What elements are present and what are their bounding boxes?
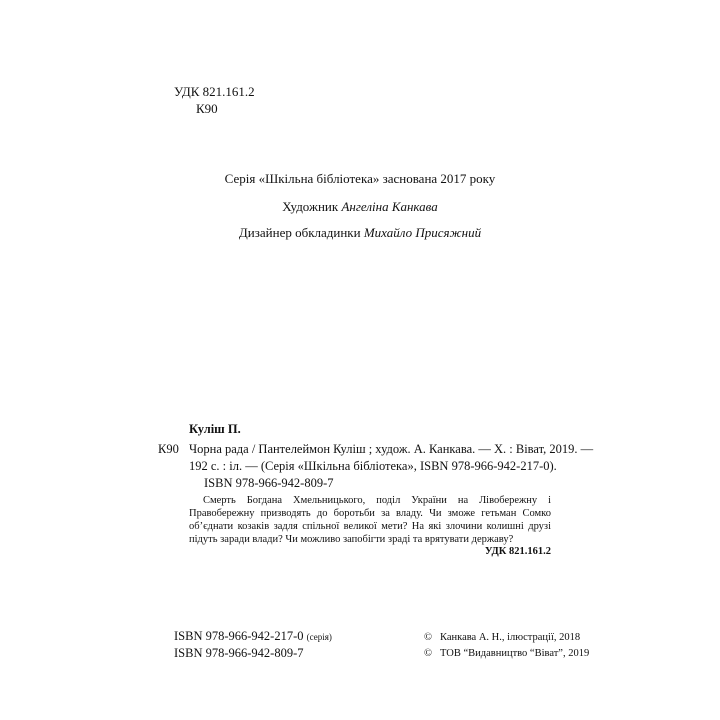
copyright-symbol: © <box>424 632 432 643</box>
copyright-publisher <box>424 646 589 662</box>
isbn-book-row <box>174 645 332 661</box>
udk-classification-block <box>174 83 255 117</box>
udk-code: УДК 821.161.2 <box>174 84 255 99</box>
isbn-series-row <box>174 628 332 645</box>
cover-designer-name: Михайло Присяжний <box>363 225 482 240</box>
isbn-series-value: ISBN 978-966-942-217-0 <box>174 629 304 643</box>
illustrator-label: Художник <box>282 199 339 214</box>
cover-designer-label: Дизайнер обкладинки <box>238 225 361 240</box>
annotation-text: Смерть Богдана Хмельницького, поділ України на Лівобережну і Правобережну призводять до боротьби за владу. Чи зможе гетьман Сомко об’єднати козаків задля спільної великої мети? На які злочини колишні друзі підуть заради влади? Чи можливо запобігти зраді та врятувати державу? <box>189 495 551 545</box>
copyright-list <box>424 630 589 662</box>
cover-designer-line <box>0 225 720 241</box>
isbn-list <box>174 628 332 661</box>
illustrator-name: Ангеліна Канкава <box>341 199 438 214</box>
series-line: Серія «Шкільна бібліотека» заснована 2017 року <box>224 171 496 186</box>
copyright-publisher-text: ТОВ “Видавництво “Віват”, 2019 <box>439 648 590 659</box>
catalog-description-line-1: Чорна рада / Пантелеймон Куліш ; худож. А. Канкава. — Х. : Віват, 2019. — <box>189 442 594 456</box>
catalog-isbn: ISBN 978-966-942-809-7 <box>204 476 334 490</box>
copyright-illustrations <box>424 630 589 646</box>
catalog-udk: УДК 821.161.2 <box>484 546 551 557</box>
copyright-symbol: © <box>424 648 432 659</box>
isbn-book-value: ISBN 978-966-942-809-7 <box>174 646 304 660</box>
catalog-author: Куліш П. <box>189 422 241 436</box>
illustrator-line <box>0 199 720 215</box>
isbn-series-note: (серія) <box>306 632 332 642</box>
copyright-illustrations-text: Канкава А. Н., ілюстрації, 2018 <box>439 632 581 643</box>
catalog-description-line-2: 192 с. : іл. — (Серія «Шкільна бібліотека», ISBN 978-966-942-217-0). <box>189 459 557 473</box>
author-mark: К90 <box>196 101 218 116</box>
catalog-author-mark: К90 <box>158 442 179 456</box>
